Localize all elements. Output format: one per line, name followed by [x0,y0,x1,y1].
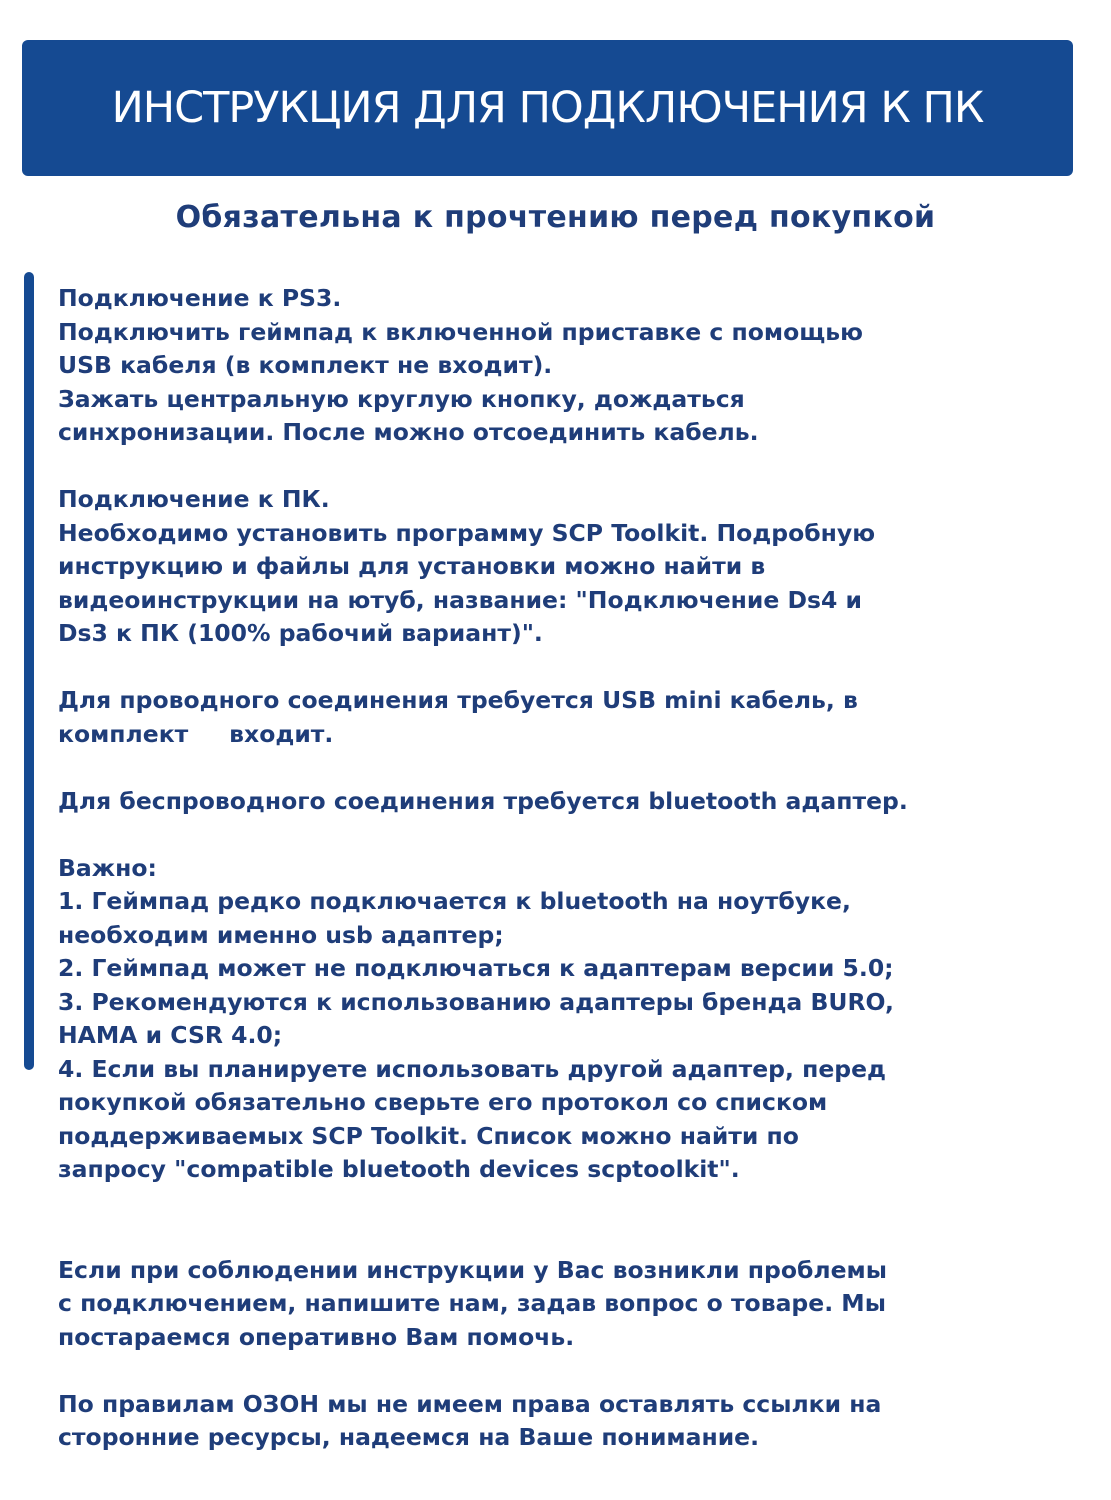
important-item-line: 3. Рекомендуются к использованию адаптеры бренда BURO, [58,987,894,1016]
pc-text-line: инструкцию и файлы для установки можно найти в [58,552,766,580]
rules-text-line: сторонние ресурсы, надеемся на Ваше понимание. [58,1423,760,1451]
ps3-section [58,282,1088,450]
page-subtitle: Обязательна к прочтению перед покупкой [175,200,936,235]
pc-heading: Подключение к ПК. [58,485,330,513]
spacer [58,818,1088,852]
wired-text-line: Для проводного соединения требуется USB mini кабель, в [58,686,858,714]
spacer [58,651,1088,685]
important-item-line: 4. Если вы планируете использовать другой адаптер, перед [58,1054,886,1083]
important-item-line: запросу "compatible bluetooth devices scptoolkit". [58,1155,740,1183]
wired-section [58,684,1088,751]
rules-section [58,1388,1088,1455]
pc-text-line: видеоинструкции на ютуб, название: "Подключение Ds4 и [58,585,862,614]
ps3-text-line: Подключить геймпад к включенной приставке с помощью [58,317,863,346]
important-item-line: необходим именно usb адаптер; [58,920,504,949]
instructions-body [58,282,1088,1455]
accent-bar [24,272,34,1070]
spacer [58,450,1088,484]
pc-section [58,483,1088,651]
pc-text-line: Ds3 к ПК (100% рабочий вариант)". [58,619,543,647]
support-text-line: постараемся оперативно Вам помочь. [58,1322,575,1351]
important-item-line: поддерживаемых SCP Toolkit. Список можно найти по [58,1121,799,1150]
page-title: ИНСТРУКЦИЯ ДЛЯ ПОДКЛЮЧЕНИЯ К ПК [111,83,984,133]
wired-text-line: комплект входит. [58,719,334,748]
spacer [58,751,1088,785]
wireless-section [58,785,1088,819]
important-item-line: 1. Геймпад редко подключается к bluetooth на ноутбуке, [58,887,851,915]
wireless-text-line: Для беспроводного соединения требуется bluetooth адаптер. [58,786,908,815]
ps3-text-line: Зажать центральную круглую кнопку, дождаться [58,384,745,413]
support-text-line: Если при соблюдении инструкции у Вас возникли проблемы [58,1255,888,1284]
important-section [58,852,1088,1187]
support-section [58,1254,1088,1355]
important-item-line: 2. Геймпад может не подключаться к адаптерам версии 5.0; [58,954,894,982]
ps3-text-line: синхронизации. После можно отсоединить кабель. [58,418,759,446]
pc-text-line: Необходимо установить программу SCP Toolkit. Подробную [58,518,876,547]
ps3-text-line: USB кабеля (в комплект не входит). [58,351,553,379]
important-item-line: покупкой обязательно сверьте его протокол со списком [58,1088,828,1116]
spacer [58,1187,1088,1254]
support-text-line: с подключением, напишите нам, задав вопрос о товаре. Мы [58,1289,886,1317]
header-banner [22,40,1073,176]
spacer [58,1354,1088,1388]
ps3-heading: Подключение к PS3. [58,284,342,312]
rules-text-line: По правилам ОЗОН мы не имеем права оставлять ссылки на [58,1389,882,1418]
important-item-line: HAMA и CSR 4.0; [58,1021,283,1049]
important-heading: Важно: [58,853,157,882]
